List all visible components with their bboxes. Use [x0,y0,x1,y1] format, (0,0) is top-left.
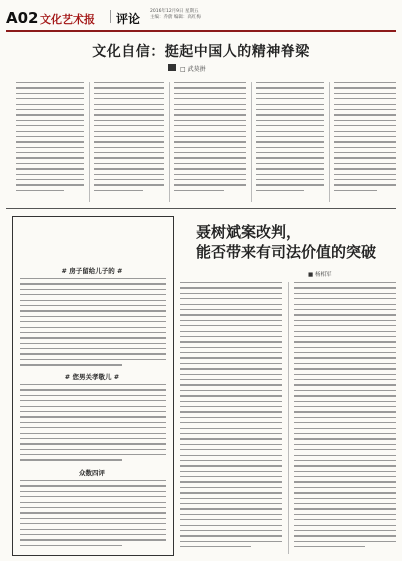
sidebar-item1-text [20,278,166,368]
second-column-1 [180,282,282,554]
sidebar-item1-title: # 房子留给儿子的 # [61,267,123,275]
sidebar-item2-text [20,384,166,464]
sidebar-item3-title: 众数四评 [79,469,105,477]
section-divider [6,208,396,209]
sidebar-item3-text [20,480,166,550]
second-headline-line2: 能否带来有司法价值的突破 [196,243,377,261]
lead-column-1 [16,82,84,200]
lead-byline: □ 武莫拼 [180,66,206,73]
lead-column-5 [334,82,396,200]
lead-column-4 [256,82,324,200]
masthead-meta [150,9,201,21]
column-rule [251,82,252,202]
masthead-rule [6,30,396,32]
column-rule [89,82,90,202]
byline-marker [168,64,176,71]
lead-column-3 [174,82,246,200]
second-headline [196,222,396,262]
lead-headline: 文化自信：挺起中国人的精神脊梁 [92,44,310,60]
sidebar-item2-title: # 您男关孝敬儿 # [64,373,120,381]
second-column-2 [294,282,396,554]
second-byline: ■ 杨相军 [308,272,332,278]
column-rule [288,282,289,554]
masthead-date: 2016年12月9日 星期五 [150,9,199,14]
column-rule [169,82,170,202]
second-headline-line1: 聂树斌案改判， [196,223,302,241]
masthead-divider [110,10,111,23]
page-number: A02 [6,9,39,27]
lead-column-2 [94,82,164,200]
newspaper-name: 文化艺术报 [40,13,95,26]
column-rule [329,82,330,202]
section-title: 评论 [116,12,141,26]
masthead-editors: 主编：乔蔚 编辑：高红梅 [150,15,201,20]
